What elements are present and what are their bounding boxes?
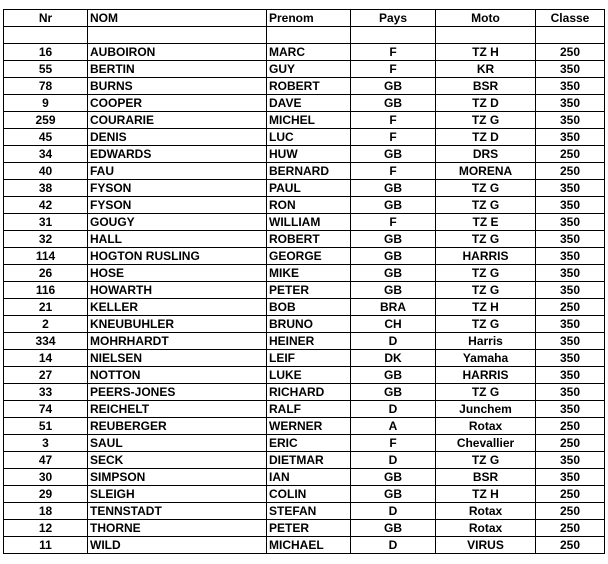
header-nr: Nr — [4, 10, 88, 27]
table-row — [4, 44, 605, 61]
cell-pays: GB — [351, 486, 436, 503]
cell-classe: 250 — [536, 537, 605, 554]
cell-nr: 18 — [4, 503, 88, 520]
cell-nom — [88, 27, 267, 44]
cell-classe: 350 — [536, 469, 605, 486]
table-row — [4, 129, 605, 146]
cell-moto: HARRIS — [436, 367, 536, 384]
cell-moto: HARRIS — [436, 248, 536, 265]
cell-pays: GB — [351, 231, 436, 248]
cell-pays: F — [351, 129, 436, 146]
cell-classe: 350 — [536, 180, 605, 197]
cell-nom: COURARIE — [88, 112, 267, 129]
cell-classe: 250 — [536, 435, 605, 452]
cell-nr: 33 — [4, 384, 88, 401]
cell-nr — [4, 27, 88, 44]
cell-prenom: COLIN — [267, 486, 351, 503]
table-row — [4, 486, 605, 503]
riders-table — [3, 9, 605, 554]
cell-moto: TZ H — [436, 299, 536, 316]
cell-moto: TZ D — [436, 95, 536, 112]
cell-nom: REICHELT — [88, 401, 267, 418]
cell-nom: HOWARTH — [88, 282, 267, 299]
cell-moto: Rotax — [436, 418, 536, 435]
cell-classe: 350 — [536, 265, 605, 282]
cell-prenom: BRUNO — [267, 316, 351, 333]
cell-nr: 47 — [4, 452, 88, 469]
cell-pays: BRA — [351, 299, 436, 316]
cell-nom: NIELSEN — [88, 350, 267, 367]
cell-nom: BERTIN — [88, 61, 267, 78]
cell-moto: TZ H — [436, 44, 536, 61]
cell-nom: SAUL — [88, 435, 267, 452]
cell-pays: GB — [351, 265, 436, 282]
table-row — [4, 95, 605, 112]
cell-nr: 31 — [4, 214, 88, 231]
cell-prenom: WERNER — [267, 418, 351, 435]
cell-classe: 350 — [536, 367, 605, 384]
cell-prenom: DIETMAR — [267, 452, 351, 469]
cell-classe: 350 — [536, 112, 605, 129]
cell-classe: 350 — [536, 282, 605, 299]
cell-pays: GB — [351, 469, 436, 486]
cell-moto: DRS — [436, 146, 536, 163]
cell-nom: SIMPSON — [88, 469, 267, 486]
cell-nr: 30 — [4, 469, 88, 486]
cell-nom: EDWARDS — [88, 146, 267, 163]
table-row — [4, 299, 605, 316]
cell-moto: BSR — [436, 469, 536, 486]
cell-pays: CH — [351, 316, 436, 333]
cell-nom: KNEUBUHLER — [88, 316, 267, 333]
cell-nom: AUBOIRON — [88, 44, 267, 61]
cell-nr: 116 — [4, 282, 88, 299]
cell-prenom: MICHAEL — [267, 537, 351, 554]
cell-nom: COOPER — [88, 95, 267, 112]
cell-classe: 350 — [536, 214, 605, 231]
cell-pays: GB — [351, 180, 436, 197]
cell-prenom: BERNARD — [267, 163, 351, 180]
cell-prenom: PAUL — [267, 180, 351, 197]
header-pays: Pays — [351, 10, 436, 27]
header-moto: Moto — [436, 10, 536, 27]
cell-prenom: HUW — [267, 146, 351, 163]
cell-nr: 259 — [4, 112, 88, 129]
cell-classe: 350 — [536, 248, 605, 265]
cell-prenom: ROBERT — [267, 78, 351, 95]
cell-nr: 2 — [4, 316, 88, 333]
cell-classe — [536, 27, 605, 44]
cell-moto: Junchem — [436, 401, 536, 418]
cell-nom: HOSE — [88, 265, 267, 282]
cell-nr: 40 — [4, 163, 88, 180]
cell-nom: DENIS — [88, 129, 267, 146]
cell-nr: 29 — [4, 486, 88, 503]
cell-pays: F — [351, 435, 436, 452]
cell-prenom: LUKE — [267, 367, 351, 384]
cell-pays: F — [351, 61, 436, 78]
cell-classe: 350 — [536, 350, 605, 367]
table-row — [4, 282, 605, 299]
table-row — [4, 520, 605, 537]
cell-nr: 42 — [4, 197, 88, 214]
cell-moto: TZ G — [436, 452, 536, 469]
cell-moto: BSR — [436, 78, 536, 95]
cell-prenom: GEORGE — [267, 248, 351, 265]
table-row — [4, 384, 605, 401]
cell-nom: GOUGY — [88, 214, 267, 231]
cell-nr: 16 — [4, 44, 88, 61]
cell-moto: TZ G — [436, 282, 536, 299]
cell-moto: TZ G — [436, 197, 536, 214]
cell-prenom: PETER — [267, 282, 351, 299]
cell-prenom: WILLIAM — [267, 214, 351, 231]
cell-prenom: MARC — [267, 44, 351, 61]
cell-classe: 350 — [536, 401, 605, 418]
cell-prenom: DAVE — [267, 95, 351, 112]
cell-nr: 12 — [4, 520, 88, 537]
table-row — [4, 163, 605, 180]
cell-nom: HALL — [88, 231, 267, 248]
cell-pays: F — [351, 44, 436, 61]
cell-nr: 74 — [4, 401, 88, 418]
cell-moto: Yamaha — [436, 350, 536, 367]
cell-moto: Rotax — [436, 503, 536, 520]
cell-nr: 32 — [4, 231, 88, 248]
cell-nom: WILD — [88, 537, 267, 554]
cell-moto: TZ G — [436, 316, 536, 333]
cell-classe: 250 — [536, 163, 605, 180]
cell-moto: KR — [436, 61, 536, 78]
table-row — [4, 316, 605, 333]
cell-classe: 250 — [536, 486, 605, 503]
table-row — [4, 333, 605, 350]
cell-classe: 250 — [536, 44, 605, 61]
table-row — [4, 350, 605, 367]
cell-moto: Chevallier — [436, 435, 536, 452]
cell-pays: D — [351, 503, 436, 520]
cell-prenom: STEFAN — [267, 503, 351, 520]
cell-prenom: IAN — [267, 469, 351, 486]
cell-pays: GB — [351, 78, 436, 95]
cell-nr: 34 — [4, 146, 88, 163]
cell-moto: TZ D — [436, 129, 536, 146]
cell-nom: KELLER — [88, 299, 267, 316]
cell-nr: 26 — [4, 265, 88, 282]
cell-classe: 350 — [536, 61, 605, 78]
cell-pays: GB — [351, 520, 436, 537]
cell-prenom: GUY — [267, 61, 351, 78]
cell-pays: F — [351, 163, 436, 180]
cell-pays: D — [351, 333, 436, 350]
cell-nom: TENNSTADT — [88, 503, 267, 520]
cell-classe: 350 — [536, 95, 605, 112]
cell-nr: 55 — [4, 61, 88, 78]
cell-moto: MORENA — [436, 163, 536, 180]
table-row — [4, 146, 605, 163]
table-row — [4, 248, 605, 265]
cell-classe: 250 — [536, 503, 605, 520]
cell-nom: BURNS — [88, 78, 267, 95]
table-row — [4, 503, 605, 520]
cell-moto: Harris — [436, 333, 536, 350]
cell-nr: 334 — [4, 333, 88, 350]
cell-prenom: ERIC — [267, 435, 351, 452]
cell-nom: FYSON — [88, 197, 267, 214]
table-row — [4, 112, 605, 129]
cell-prenom: ROBERT — [267, 231, 351, 248]
cell-pays: F — [351, 112, 436, 129]
table-row — [4, 401, 605, 418]
cell-pays: GB — [351, 146, 436, 163]
cell-prenom: MIKE — [267, 265, 351, 282]
cell-nr: 114 — [4, 248, 88, 265]
table-row — [4, 367, 605, 384]
table-row — [4, 27, 605, 44]
cell-prenom: RICHARD — [267, 384, 351, 401]
table-row — [4, 180, 605, 197]
cell-pays: D — [351, 452, 436, 469]
cell-moto — [436, 27, 536, 44]
cell-nr: 27 — [4, 367, 88, 384]
cell-nr: 3 — [4, 435, 88, 452]
header-nom: NOM — [88, 10, 267, 27]
cell-prenom: HEINER — [267, 333, 351, 350]
table-row — [4, 61, 605, 78]
table-row — [4, 231, 605, 248]
cell-nom: NOTTON — [88, 367, 267, 384]
cell-nom: HOGTON RUSLING — [88, 248, 267, 265]
cell-pays — [351, 27, 436, 44]
table-row — [4, 78, 605, 95]
cell-prenom: RALF — [267, 401, 351, 418]
cell-nom: FYSON — [88, 180, 267, 197]
cell-nr: 78 — [4, 78, 88, 95]
header-row — [4, 10, 605, 27]
cell-moto: TZ G — [436, 384, 536, 401]
cell-nr: 51 — [4, 418, 88, 435]
cell-nom: MOHRHARDT — [88, 333, 267, 350]
cell-pays: D — [351, 537, 436, 554]
cell-classe: 350 — [536, 316, 605, 333]
cell-prenom: RON — [267, 197, 351, 214]
cell-classe: 250 — [536, 146, 605, 163]
cell-nr: 11 — [4, 537, 88, 554]
cell-classe: 350 — [536, 384, 605, 401]
cell-classe: 350 — [536, 78, 605, 95]
cell-classe: 250 — [536, 299, 605, 316]
table-row — [4, 469, 605, 486]
cell-prenom: LEIF — [267, 350, 351, 367]
cell-nom: REUBERGER — [88, 418, 267, 435]
cell-nr: 9 — [4, 95, 88, 112]
cell-classe: 250 — [536, 418, 605, 435]
cell-prenom: BOB — [267, 299, 351, 316]
cell-moto: TZ G — [436, 231, 536, 248]
cell-moto: Rotax — [436, 520, 536, 537]
table-row — [4, 197, 605, 214]
cell-prenom: MICHEL — [267, 112, 351, 129]
cell-pays: GB — [351, 367, 436, 384]
table-row — [4, 537, 605, 554]
cell-pays: GB — [351, 384, 436, 401]
cell-moto: TZ G — [436, 180, 536, 197]
cell-classe: 350 — [536, 197, 605, 214]
cell-classe: 350 — [536, 129, 605, 146]
table-row — [4, 435, 605, 452]
cell-nr: 21 — [4, 299, 88, 316]
header-classe: Classe — [536, 10, 605, 27]
cell-pays: D — [351, 401, 436, 418]
cell-moto: VIRUS — [436, 537, 536, 554]
header-prenom: Prenom — [267, 10, 351, 27]
cell-nom: SLEIGH — [88, 486, 267, 503]
cell-nr: 14 — [4, 350, 88, 367]
cell-classe: 250 — [536, 520, 605, 537]
cell-classe: 350 — [536, 452, 605, 469]
cell-moto: TZ G — [436, 265, 536, 282]
cell-moto: TZ H — [436, 486, 536, 503]
table-row — [4, 452, 605, 469]
table-row — [4, 265, 605, 282]
cell-prenom — [267, 27, 351, 44]
cell-nom: FAU — [88, 163, 267, 180]
cell-nom: THORNE — [88, 520, 267, 537]
cell-prenom: LUC — [267, 129, 351, 146]
cell-pays: GB — [351, 95, 436, 112]
cell-moto: TZ G — [436, 112, 536, 129]
cell-prenom: PETER — [267, 520, 351, 537]
cell-pays: A — [351, 418, 436, 435]
table-row — [4, 214, 605, 231]
cell-pays: GB — [351, 197, 436, 214]
cell-pays: GB — [351, 282, 436, 299]
cell-classe: 350 — [536, 231, 605, 248]
cell-nr: 45 — [4, 129, 88, 146]
cell-pays: GB — [351, 248, 436, 265]
cell-nr: 38 — [4, 180, 88, 197]
table-row — [4, 418, 605, 435]
cell-pays: F — [351, 214, 436, 231]
cell-nom: PEERS-JONES — [88, 384, 267, 401]
cell-classe: 350 — [536, 333, 605, 350]
cell-pays: DK — [351, 350, 436, 367]
cell-nom: SECK — [88, 452, 267, 469]
cell-moto: TZ E — [436, 214, 536, 231]
